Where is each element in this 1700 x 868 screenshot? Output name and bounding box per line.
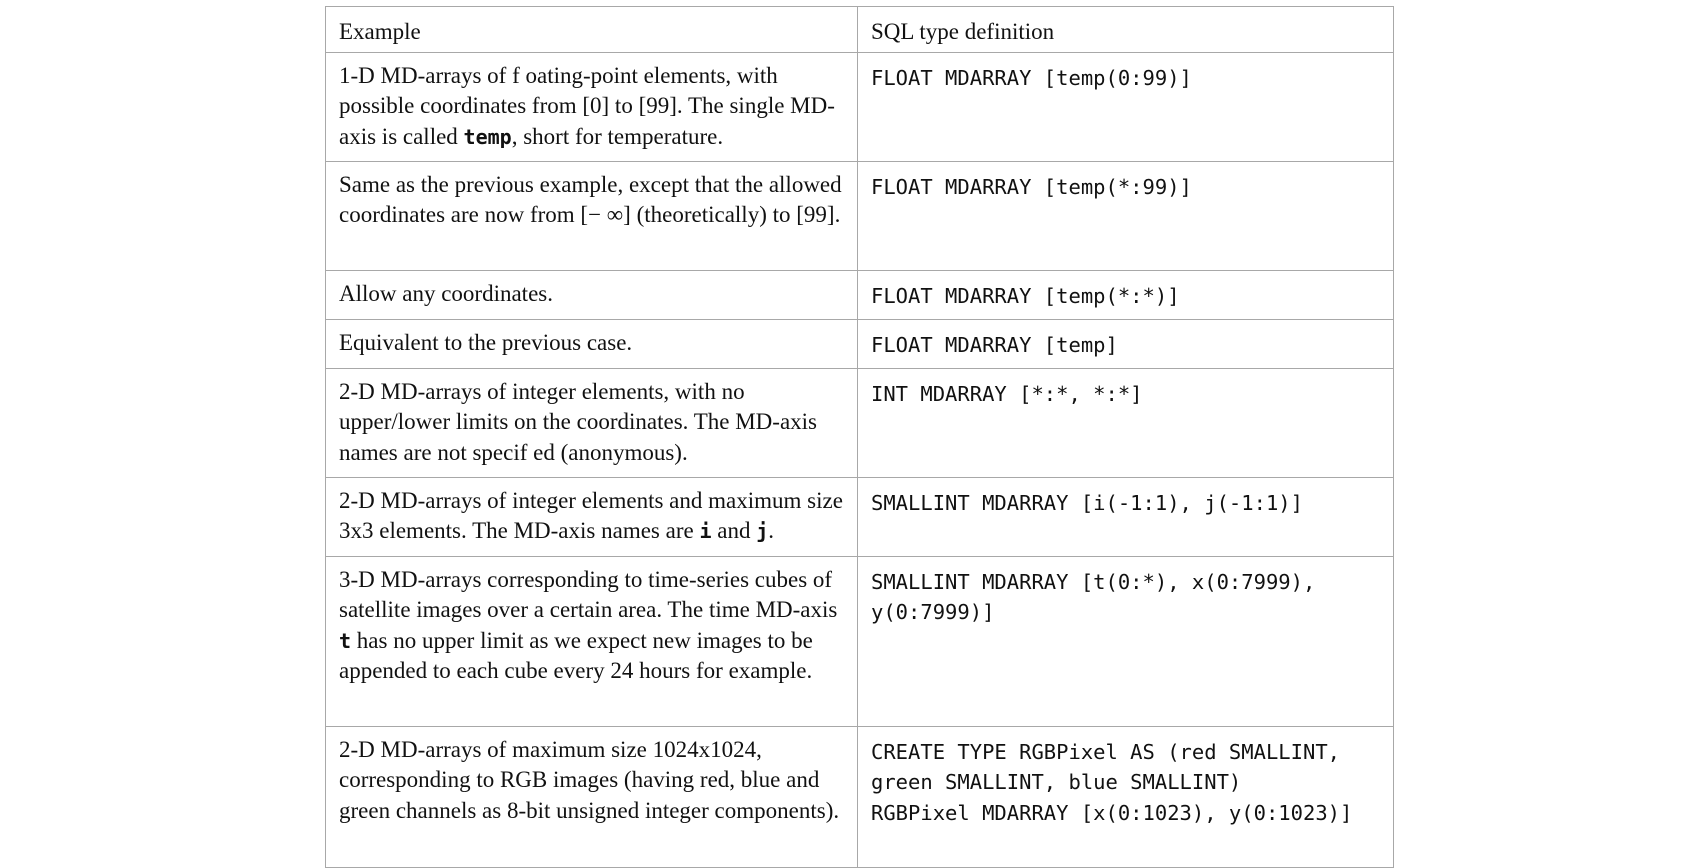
table-row — [326, 162, 1394, 271]
sql-cell: INT MDARRAY [*:*, *:*] — [858, 369, 1394, 478]
header-example: Example — [326, 7, 858, 53]
sql-cell: FLOAT MDARRAY [temp(*:*)] — [858, 271, 1394, 320]
table-row — [326, 557, 1394, 727]
example-cell: 1-D MD-arrays of f oating-point elements, with possible coordinates from [0] to [99]. The single MD-axis is called temp, short for temperature. — [326, 53, 858, 162]
example-cell: Same as the previous example, except that the allowed coordinates are now from [− ∞] (theoretically) to [99]. — [326, 162, 858, 271]
header-row — [326, 7, 1394, 53]
example-cell: 3-D MD-arrays corresponding to time-series cubes of satellite images over a certain area. The time MD-axis t has no upper limit as we expect new images to be appended to each cube every 24 hours for example. — [326, 557, 858, 727]
table-row — [326, 478, 1394, 557]
example-cell: Equivalent to the previous case. — [326, 320, 858, 369]
example-cell: 2-D MD-arrays of integer elements, with no upper/lower limits on the coordinates. The MD-axis names are not specif ed (anonymous). — [326, 369, 858, 478]
sql-cell: FLOAT MDARRAY [temp] — [858, 320, 1394, 369]
example-cell: Allow any coordinates. — [326, 271, 858, 320]
example-cell: 2-D MD-arrays of integer elements and maximum size 3x3 elements. The MD-axis names are i and j. — [326, 478, 858, 557]
table-row — [326, 369, 1394, 478]
table-row — [326, 320, 1394, 369]
inline-code: j — [756, 519, 769, 544]
example-cell: 2-D MD-arrays of maximum size 1024x1024, corresponding to RGB images (having red, blue and green channels as 8-bit unsigned integer components). — [326, 727, 858, 868]
sql-cell: SMALLINT MDARRAY [i(-1:1), j(-1:1)] — [858, 478, 1394, 557]
header-sql-type-definition: SQL type definition — [858, 7, 1394, 53]
sql-cell: FLOAT MDARRAY [temp(0:99)] — [858, 53, 1394, 162]
sql-cell: SMALLINT MDARRAY [t(0:*), x(0:7999), y(0:7999)] — [858, 557, 1394, 727]
inline-code: t — [339, 628, 352, 653]
table-row — [326, 53, 1394, 162]
sql-cell: CREATE TYPE RGBPixel AS (red SMALLINT, green SMALLINT, blue SMALLINT) RGBPixel MDARRAY [x(0:1023), y(0:1023)] — [858, 727, 1394, 868]
table-row — [326, 727, 1394, 868]
sql-cell: FLOAT MDARRAY [temp(*:99)] — [858, 162, 1394, 271]
inline-code: i — [699, 519, 712, 544]
inline-code: temp — [463, 124, 512, 149]
table-row — [326, 271, 1394, 320]
sql-type-examples-table — [325, 6, 1394, 868]
